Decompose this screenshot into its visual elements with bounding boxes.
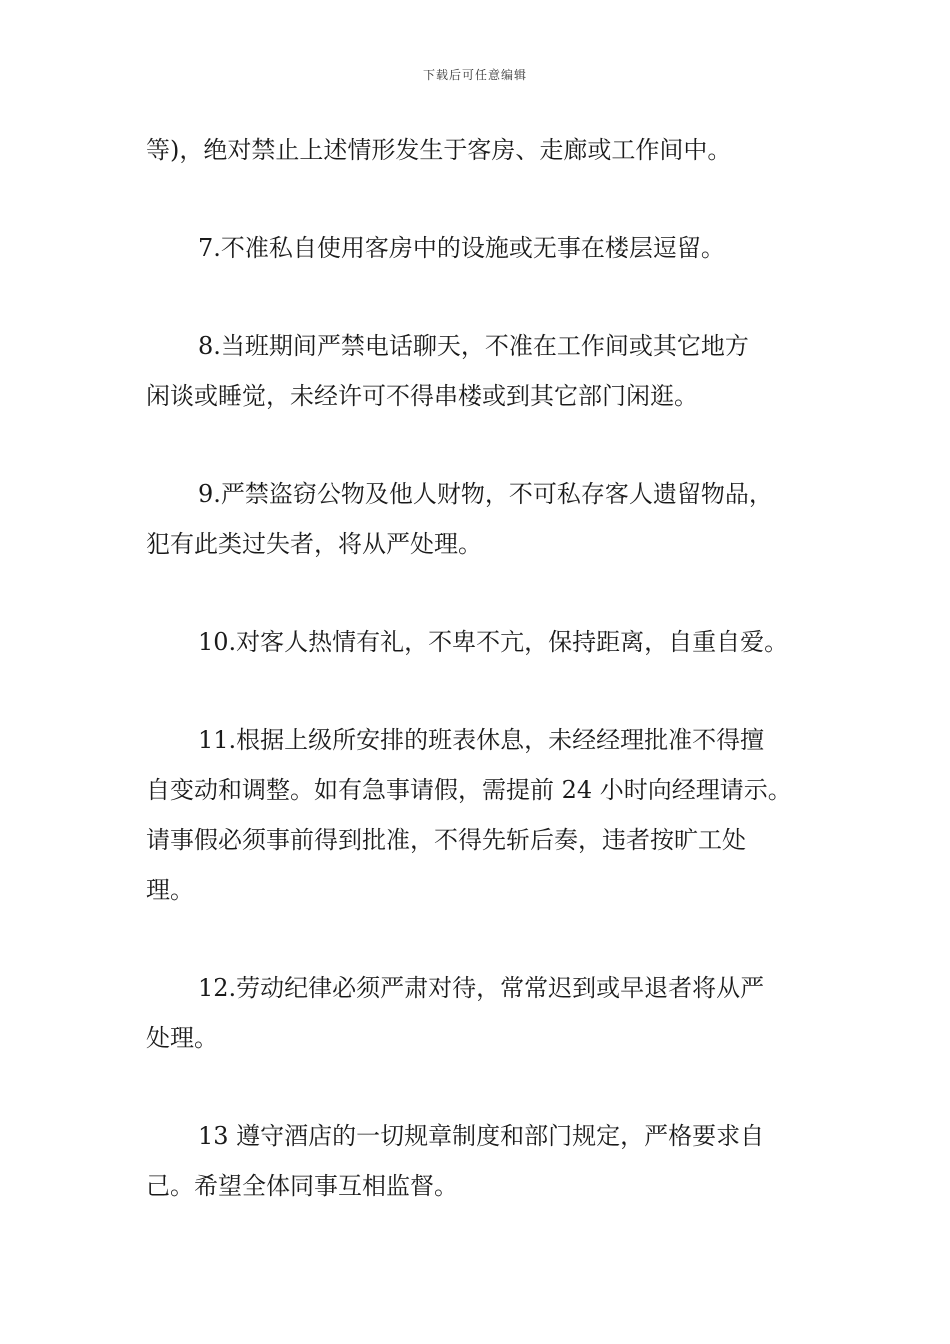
paragraph-rule-7: [146, 223, 846, 273]
paragraph-rule-13: [146, 1111, 846, 1211]
paragraph-rule-11: [146, 715, 846, 915]
document-body: [146, 125, 846, 1259]
text-line: 9.严禁盗窃公物及他人财物，不可私存客人遗留物品，: [198, 480, 773, 508]
text-line: 己。希望全体同事互相监督。: [146, 1172, 458, 1200]
text-line: 闲谈或睡觉，未经许可不得串楼或到其它部门闲逛。: [146, 382, 698, 410]
text-line: 7.不准私自使用客房中的设施或无事在楼层逗留。: [198, 234, 725, 262]
text-line: 12.劳动纪律必须严肃对待，常常迟到或早退者将从严: [198, 974, 765, 1002]
text-line: 请事假必须事前得到批准，不得先斩后奏，违者按旷工处: [146, 826, 746, 854]
paragraph-continuation: [146, 125, 846, 175]
text-line: 处理。: [146, 1024, 218, 1052]
text-line: 犯有此类过失者，将从严处理。: [146, 530, 482, 558]
text-line: 等)，绝对禁止上述情形发生于客房、走廊或工作间中。: [146, 136, 732, 164]
paragraph-rule-12: [146, 963, 846, 1063]
text-line: 13 遵守酒店的一切规章制度和部门规定，严格要求自: [198, 1122, 765, 1150]
text-line: 8.当班期间严禁电话聊天，不准在工作间或其它地方: [198, 332, 749, 360]
paragraph-rule-8: [146, 321, 846, 421]
text-line: 理。: [146, 876, 194, 904]
paragraph-rule-9: [146, 469, 846, 569]
text-line: 自变动和调整。如有急事请假，需提前 24 小时向经理请示。: [146, 776, 792, 804]
text-line: 11.根据上级所安排的班表休息，未经经理批准不得擅: [198, 726, 765, 754]
text-line: 10.对客人热情有礼，不卑不亢，保持距离，自重自爱。: [198, 628, 789, 656]
page-header-note: 下载后可任意编辑: [422, 68, 527, 82]
paragraph-rule-10: [146, 617, 846, 667]
